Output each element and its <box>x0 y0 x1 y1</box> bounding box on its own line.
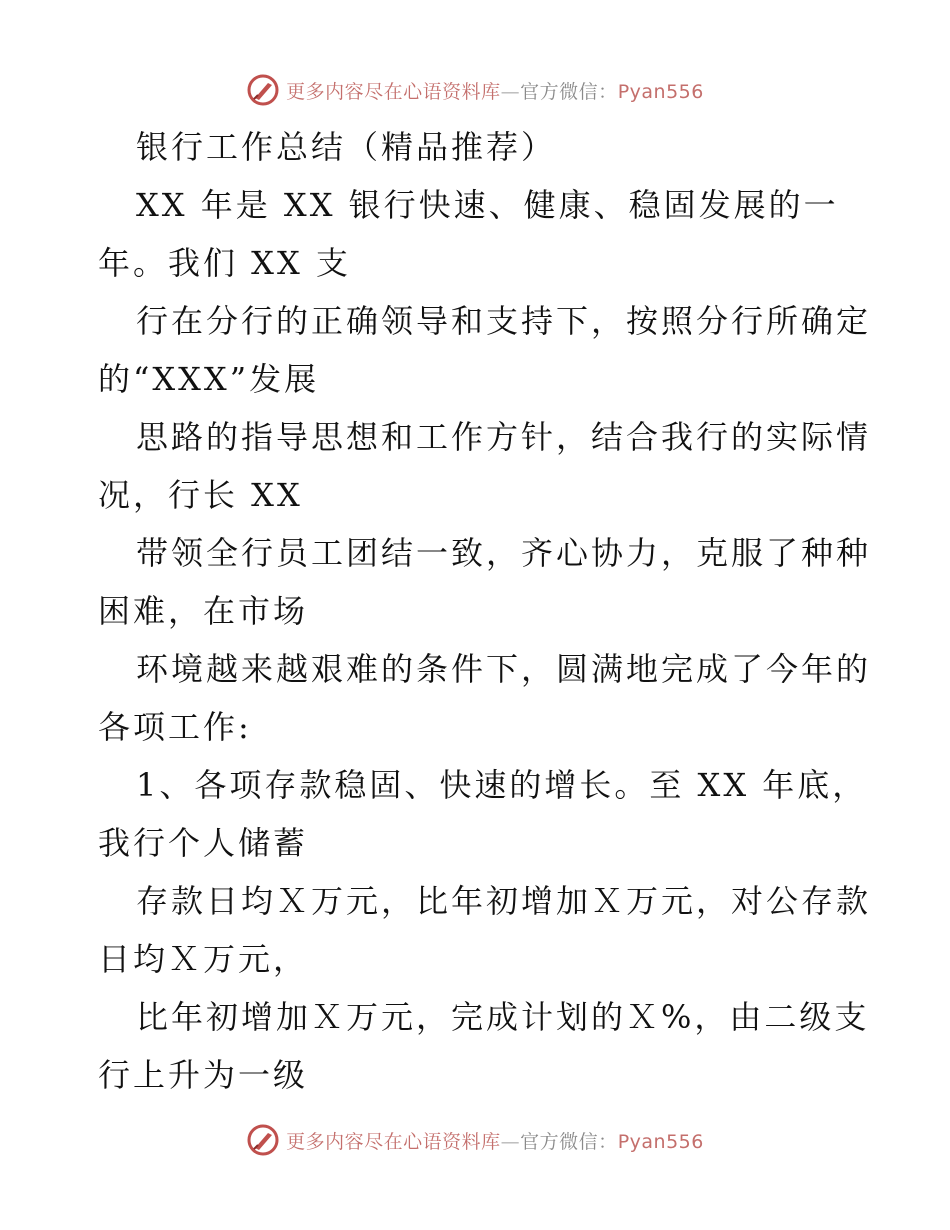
quill-logo-icon <box>246 1123 280 1157</box>
document-body <box>98 118 872 1104</box>
watermark-official: 官方微信： <box>520 1130 618 1153</box>
header-watermark <box>0 70 950 110</box>
text-line: 存款日均Ｘ万元，比年初增加Ｘ万元，对公存款 <box>136 882 872 920</box>
text-line: 行上升为一级 <box>98 1056 309 1094</box>
text-line: 困难，在市场 <box>98 592 309 630</box>
watermark-separator: — <box>500 1130 521 1153</box>
text-line: XX 年是 XX 银行快速、健康、稳固发展的一 <box>136 186 839 224</box>
text-line: 比年初增加Ｘ万元，完成计划的Ｘ%，由二级支 <box>136 998 870 1036</box>
watermark-account: Pyan556 <box>617 80 704 103</box>
watermark-brand: 更多内容尽在心语资料库 <box>286 80 501 103</box>
text-line: 年。我们 XX 支 <box>98 244 351 282</box>
text-line: 行在分行的正确领导和支持下，按照分行所确定 <box>136 302 872 340</box>
watermark-official: 官方微信： <box>520 80 618 103</box>
text-line: 思路的指导思想和工作方针，结合我行的实际情 <box>136 418 872 456</box>
watermark-separator: — <box>500 80 521 103</box>
text-line: 日均Ｘ万元， <box>98 940 309 978</box>
text-line: 各项工作: <box>98 708 252 746</box>
quill-logo-icon <box>246 73 280 107</box>
text-line: 环境越来越艰难的条件下，圆满地完成了今年的 <box>136 650 872 688</box>
watermark-text <box>286 1127 704 1154</box>
text-line: 的“XXX”发展 <box>98 360 320 398</box>
document-title: 银行工作总结（精品推荐） <box>136 128 557 166</box>
watermark-account: Pyan556 <box>617 1130 704 1153</box>
text-line: 1、各项存款稳固、快速的增长。至 XX 年底， <box>136 766 868 804</box>
watermark-brand: 更多内容尽在心语资料库 <box>286 1130 501 1153</box>
text-line: 我行个人储蓄 <box>98 824 309 862</box>
footer-watermark <box>0 1120 950 1160</box>
watermark-text <box>286 77 704 104</box>
text-line: 况，行长 XX <box>98 476 303 514</box>
text-line: 带领全行员工团结一致，齐心协力，克服了种种 <box>136 534 872 572</box>
